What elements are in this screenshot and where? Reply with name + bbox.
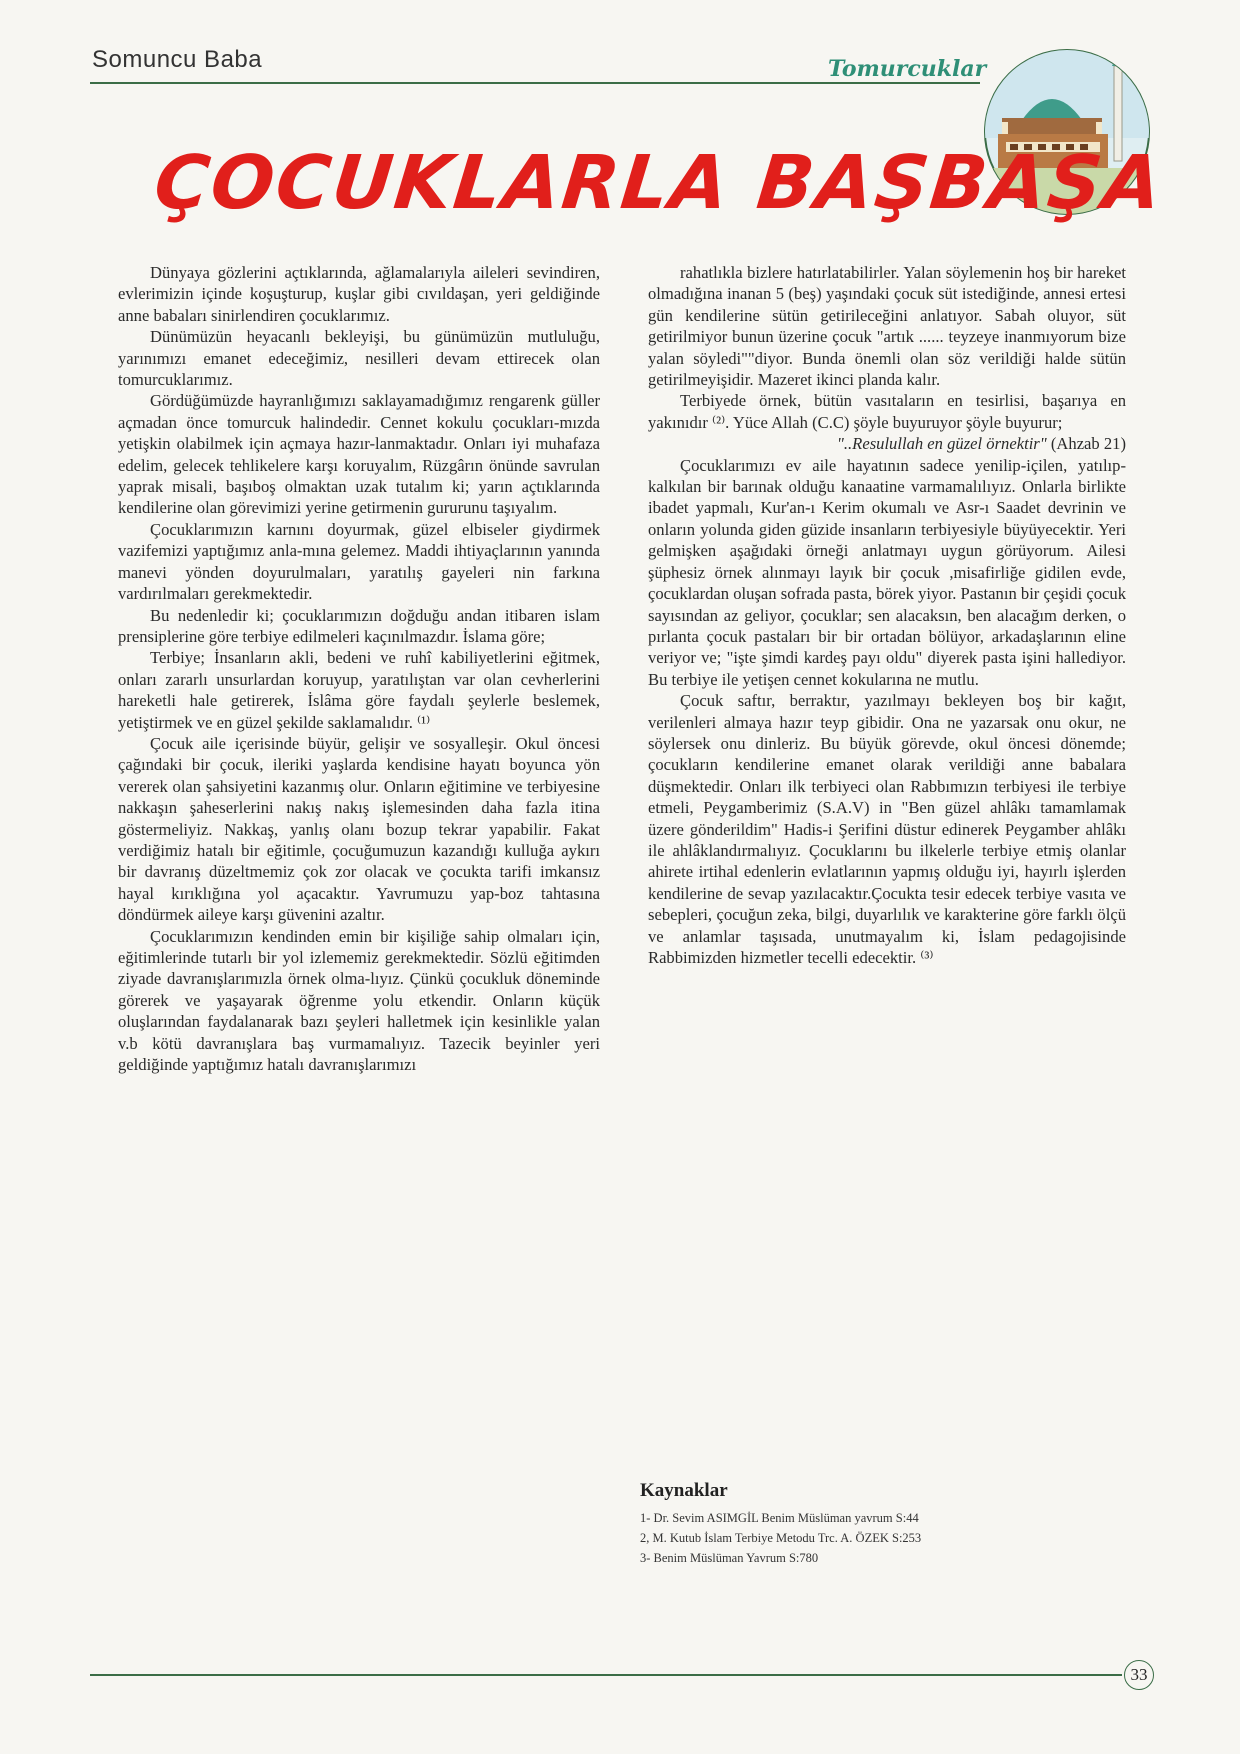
right-column [648, 262, 1126, 968]
magazine-name: Somuncu Baba [92, 46, 263, 73]
paragraph: Terbiyede örnek, bütün vasıtaların en tesirlisi, başarıya en yakınıdır ⁽²⁾. Yüce Allah (C.C) şöyle buyuruyor şöyle buyurur; [648, 391, 1126, 432]
paragraph: Çocuklarımızı ev aile hayatının sadece yenilip-içilen, yatılıp-kalkılan bir barınak olduğu kanaatine varmamalılıyız. Onlarla birlikte ibadet yapmalı, Kur'an-ı Kerim okumalı ve Asr-ı Saadet devrinin ve onların yolunda giden güzide insanların terbiyesiyle büyüyecektir. Yeri gelmişken aşağıdaki örneği anlatmayı uygun görüyorum. Ailesi şüphesiz örnek alınmayı layık bir çocuk ,misafirliğe gidilen evde, çocuklardan oluşan sofrada pasta, börek yiyor. Pastanın bir çeşidi çocuk sayısından az geliyor, çocuklar; sen alacaksın, ben alacağım derken, o pırlanta çocuk pastaları bir bir ortadan bölüyor, arkadaşlarının eline veriyor ve; "işte şimdi kardeş payı oldu" diyerek pasta işini hallediyor. Bu terbiye ile yetişen cennet kokularına ne mutlu. [648, 455, 1126, 689]
sources-list [640, 1508, 1160, 1568]
header-rule [90, 82, 980, 84]
source-item: 1- Dr. Sevim ASIMGİL Benim Müslüman yavrum S:44 [640, 1511, 919, 1525]
sources-heading: Kaynaklar [640, 1480, 728, 1501]
source-item: 3- Benim Müslüman Yavrum S:780 [640, 1551, 819, 1565]
paragraph: Dünyaya gözlerini açtıklarında, ağlamalarıyla aileleri sevindiren, evlerimizin içinde koşuşturup, kuşlar gibi cıvıldaşan, yeri geldiğinde anne babaları sinirlendiren çocuklarımız. [118, 263, 600, 325]
paragraph: Çocuklarımızın kendinden emin bir kişiliğe sahip olmaları için, eğitimlerinde tutarlı bir yol izlememiz gerekmektedir. Sözlü eğitimden ziyade davranışlarımızla örnek olma-lıyız. Çünkü çocukluk döneminde görerek ve yaşayarak öğrenme yolu etkendir. Onların küçük oluşlarından faydalanarak bazı şeyleri halletmek için kesinlikle yalan v.b kötü davranışlara baş vurmamalıyız. Tazecik beyinler yeri geldiğinde yaptığımız hatalı davranışlarımızı [118, 926, 600, 1075]
paragraph: rahatlıkla bizlere hatırlatabilirler. Yalan söylemenin hoş bir hareket olmadığına inanan 5 (beş) yaşındaki çocuk süt istediğinde, annesi ertesi gün kendilerine sütün getirileceğini anlatıyor. Sabah oluyor, süt getirilmiyor bunun üzerine çocuk "artık ...... teyzeye inanmıyorum bize yalan söyledi""diyor. Bunda önemli olan söz verildiği halde sütün getirilmeyişidir. Mazeret ikinci planda kalır. [648, 263, 1126, 390]
sources-section [640, 1480, 1160, 1568]
paragraph: Çocuklarımızın karnını doyurmak, güzel elbiseler giydirmek vazifemizi yaptığımız anla-mına gelemez. Maddi ihtiyaçlarının yanında manevi yönden doyurulmaları, yaratılış gayeleri nin farkına vardırılmaları gerekmektedir. [118, 519, 600, 604]
paragraph: Çocuk aile içerisinde büyür, gelişir ve sosyalleşir. Okul öncesi çağındaki bir çocuk, ileriki yaşlarda kendisine hayatı boyunca yön vererek olan şahsiyetini kazanmış olur. Onların eğitimine ve terbiyesine nakkaşın şaheserlerini nakış nakış işlemesinden daha fazla itina göstermeliyiz. Nakkaş, yanlış olanı bozup tekrar yapabilir. Fakat verdiğimiz hatalı bir eğitimle, çocuğumuzun kazandığı kulluğa aykırı bir davranış düzeltmemiz çok zor olacak ve çocukta tarifi imkansız hayal kırıklığına yol açacaktır. Yavrumuzu yap-boz tahtasına döndürmek aileye karşı güvenini azaltır. [118, 733, 600, 925]
source-item: 2, M. Kutub İslam Terbiye Metodu Trc. A. ÖZEK S:253 [640, 1531, 922, 1545]
left-column [118, 262, 600, 1075]
page-number: 33 [1124, 1660, 1154, 1690]
quote-reference: (Ahzab 21) [1050, 434, 1126, 454]
paragraph: Çocuk saftır, berraktır, yazılmayı bekleyen boş bir kağıt, verilenleri almaya hazır teyp gibidir. Ona ne yazarsak onu okur, ne söylersek onu dinleriz. Bu büyük görevde, okul öncesi dönemde; çocukların kendilerine emanet olarak verildiği anne babalara düşmektedir. Onları ilk terbiyeci olan Rabbımızın terbiyesi ile terbiye etmeli, Peygamberimiz (S.A.V) in "Ben güzel ahlâkı tamamlamak üzere gönderildim" Hadis-i Şerifini düstur edinerek Peygamber ahlâkı ile ahlâklandırmalıyız. Çocuklarını bu ilkelerle terbiye etmiş olanlar ahirete irtihal edenlerin evlatlarının yapmış olduğu iyi, hayırlı işlerden kendilerine de sevap yazılacaktır.Çocukta tesir edecek terbiye vasıta ve sebepleri, çocuğun zeka, bilgi, duyarlılık ve karakterine göre farklı ölçü ve anlamlar taşısada, unutmayalım ki, İslam pedagojisinde Rabbimizden hizmetler tecelli edecektir. ⁽³⁾ [648, 691, 1126, 967]
footer-rule [90, 1674, 1122, 1676]
paragraph: Dünümüzün heyacanlı bekleyişi, bu günümüzün mutluluğu, yarınımızı emanet edeceğimiz, nesilleri devam ettirecek olan tomurcuklarımız. [118, 327, 600, 390]
paragraph: Terbiye; İnsanların akli, bedeni ve ruhî kabiliyetlerini eğitmek, onları zararlı unsurlardan koruyup, yaratılıştan var olan cevherlerini hareketli hale getirerek, İslâma göre faydalı şeylerle beslemek, yetiştirmek ve en güzel şekilde saklamalıdır. ⁽¹⁾ [118, 648, 600, 732]
quote-text: "..Resulullah en güzel örnektir" [836, 434, 1047, 454]
article-title: ÇOCUKLARLA BAŞBAŞA [150, 140, 1168, 226]
paragraph: Bu nedenledir ki; çocuklarımızın doğduğu andan itibaren islam prensiplerine göre terbiye edilmeleri kaçınılmazdır. İslama göre; [118, 605, 600, 646]
quran-quote [648, 433, 1126, 454]
section-label: Tomurcuklar [828, 56, 987, 82]
paragraph: Gördüğümüzde hayranlığımızı saklayamadığımız rengarenk güller açmadan önce tomurcuk halindedir. Cennet kokulu çocukları-mızda yetişkin olabilmek için açmaya hazır-lanmaktadır. Onları iyi muhafaza edelim, gelecek tehlikelere karşı koruyalım, Rüzgârın önünde savrulan yaprak misali, başıboş olmaktan uzak tutalım ki; yarın açtıklarında kendilerine olan görevimizi yerine getirmenin gururunu taşıyalım. [118, 391, 600, 518]
